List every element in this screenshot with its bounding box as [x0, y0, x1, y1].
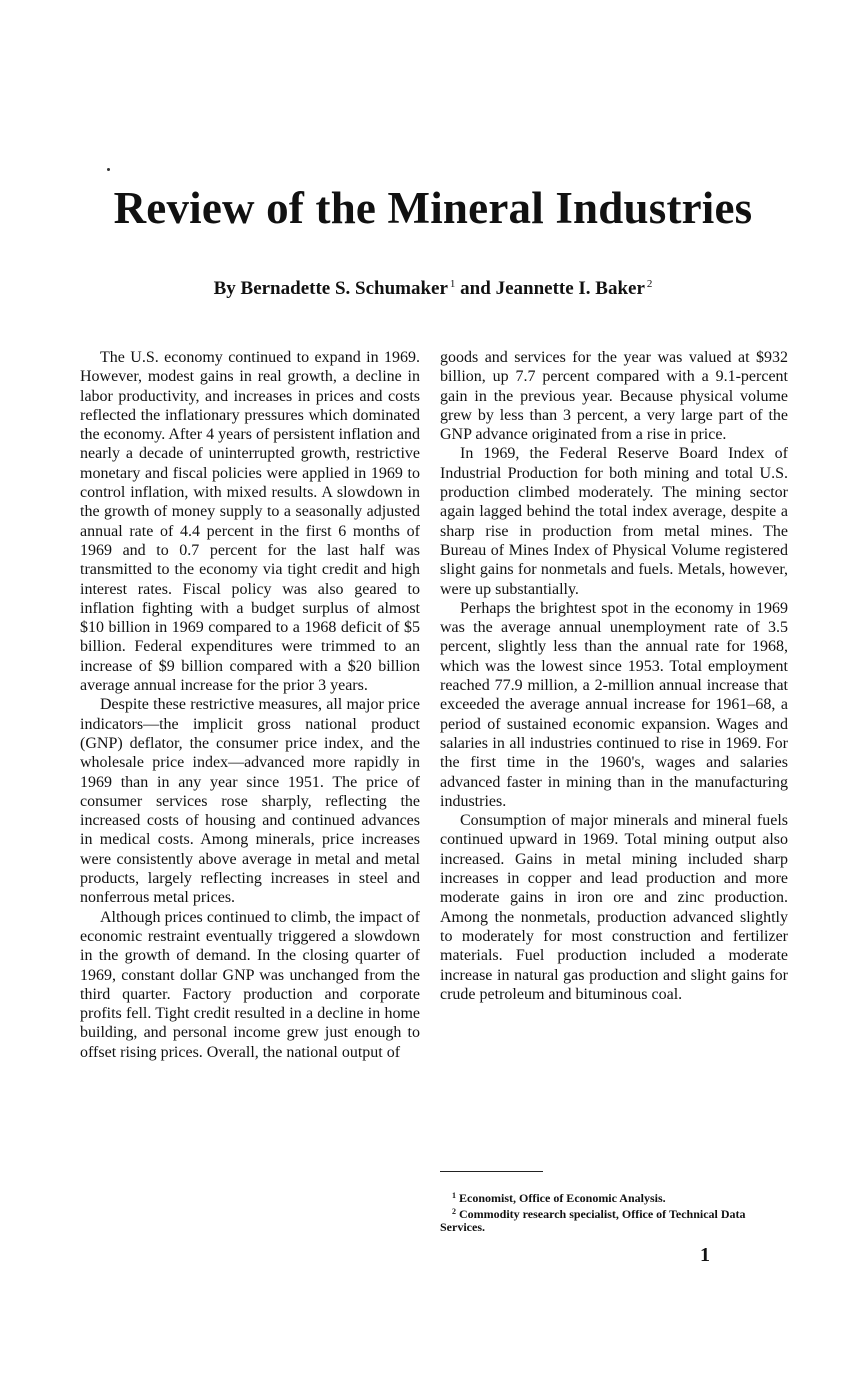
page-speck [107, 168, 110, 171]
left-column [80, 348, 420, 1062]
byline-prefix: By [213, 278, 236, 299]
paragraph: In 1969, the Federal Reserve Board Index of Industrial Production for both mining and total U.S. production climbed moderately. The mining sector again lagged behind the total index average, despite a sharp rise in production from metal mines. The Bureau of Mines Index of Physical Volume registered slight gains for nonmetals and fuels. Metals, however, were up substantially. [440, 445, 788, 598]
byline [0, 271, 866, 302]
footnote-text: Commodity research specialist, Office of Technical Data Services. [440, 1207, 746, 1234]
author-2: Jeannette I. Baker [495, 278, 645, 299]
paragraph: Consumption of major minerals and mineral fuels continued upward in 1969. Total mining output also increased. Gains in metal mining included sharp increases in copper and lead production and more moderate gains in iron ore and zinc production. Among the nonmetals, production advanced slightly to moderately for most construction and fertilizer materials. Fuel production included a moderate increase in natural gas production and slight gains for crude petroleum and bituminous coal. [440, 812, 788, 1003]
footnote-marker: 1 [452, 1191, 456, 1200]
footnote-divider [440, 1171, 543, 1172]
paragraph: Perhaps the brightest spot in the economy in 1969 was the average annual unemployment rate of 3.5 percent, slightly less than the annual rate for 1968, which was the lowest since 1953. Total employment reached 77.9 million, a 2-million annual increase that exceeded the average annual increase for 1961–68, a period of sustained economic expansion. Wages and salaries in all industries continued to rise in 1969. For the first time in the 1960's, wages and salaries advanced faster in mining than in the manufacturing industries. [440, 599, 788, 810]
footnote [440, 1205, 776, 1234]
author-1-footnote-marker: 1 [449, 278, 456, 290]
author-1: Bernadette S. Schumaker [240, 278, 448, 299]
right-column [440, 348, 788, 1004]
byline-connector: and [460, 278, 491, 299]
footnote-text: Economist, Office of Economic Analysis. [459, 1191, 666, 1205]
page-number: 1 [700, 1244, 710, 1266]
author-2-footnote-marker: 2 [646, 278, 653, 290]
paragraph: Although prices continued to climb, the impact of economic restraint eventually triggered a slowdown in the growth of demand. In the closing quarter of 1969, constant dollar GNP was unchanged from the third quarter. Factory production and corporate profits fell. Tight credit resulted in a decline in home building, and personal income grew just enough to offset rising prices. Overall, the national output of [80, 908, 420, 1061]
paragraph-continuation: goods and services for the year was valued at $932 billion, up 7.7 percent compared with a 9.1-percent gain in the previous year. Because physical volume grew by less than 3 percent, a very large part of the GNP advance originated from a rise in price. [440, 349, 788, 444]
paragraph: Despite these restrictive measures, all major price indicators—the implicit gross national product (GNP) deflator, the consumer price index, and the wholesale price index—advanced more rapidly in 1969 than in any year since 1951. The price of consumer services rose sharply, reflecting the increased costs of housing and continued advances in medical costs. Among minerals, price increases were consistently above average in metal and metal products, largely reflecting increases in steel and nonferrous metal prices. [80, 696, 420, 907]
footnotes [440, 1189, 776, 1234]
article-title: Review of the Mineral Industries [113, 183, 753, 233]
footnote [440, 1189, 776, 1205]
paragraph: The U.S. economy continued to expand in 1969. However, modest gains in real growth, a decline in labor productivity, and increases in prices and costs reflected the inflationary pressures which dominated the economy. After 4 years of persistent inflation and nearly a decade of uninterrupted growth, restrictive monetary and fiscal policies were applied in 1969 to control inflation, with mixed results. A slowdown in the growth of money supply to a seasonally adjusted annual rate of 4.4 percent in the first 6 months of 1969 and to 0.7 percent for the last half was transmitted to the economy via tight credit and high interest rates. Fiscal policy was also geared to inflation fighting with a budget surplus of almost $10 billion in 1969 compared to a 1968 deficit of $5 billion. Federal expenditures were trimmed to an increase of $9 billion compared with a $20 billion average annual increase for the prior 3 years. [80, 349, 420, 695]
footnote-marker: 2 [452, 1207, 456, 1216]
